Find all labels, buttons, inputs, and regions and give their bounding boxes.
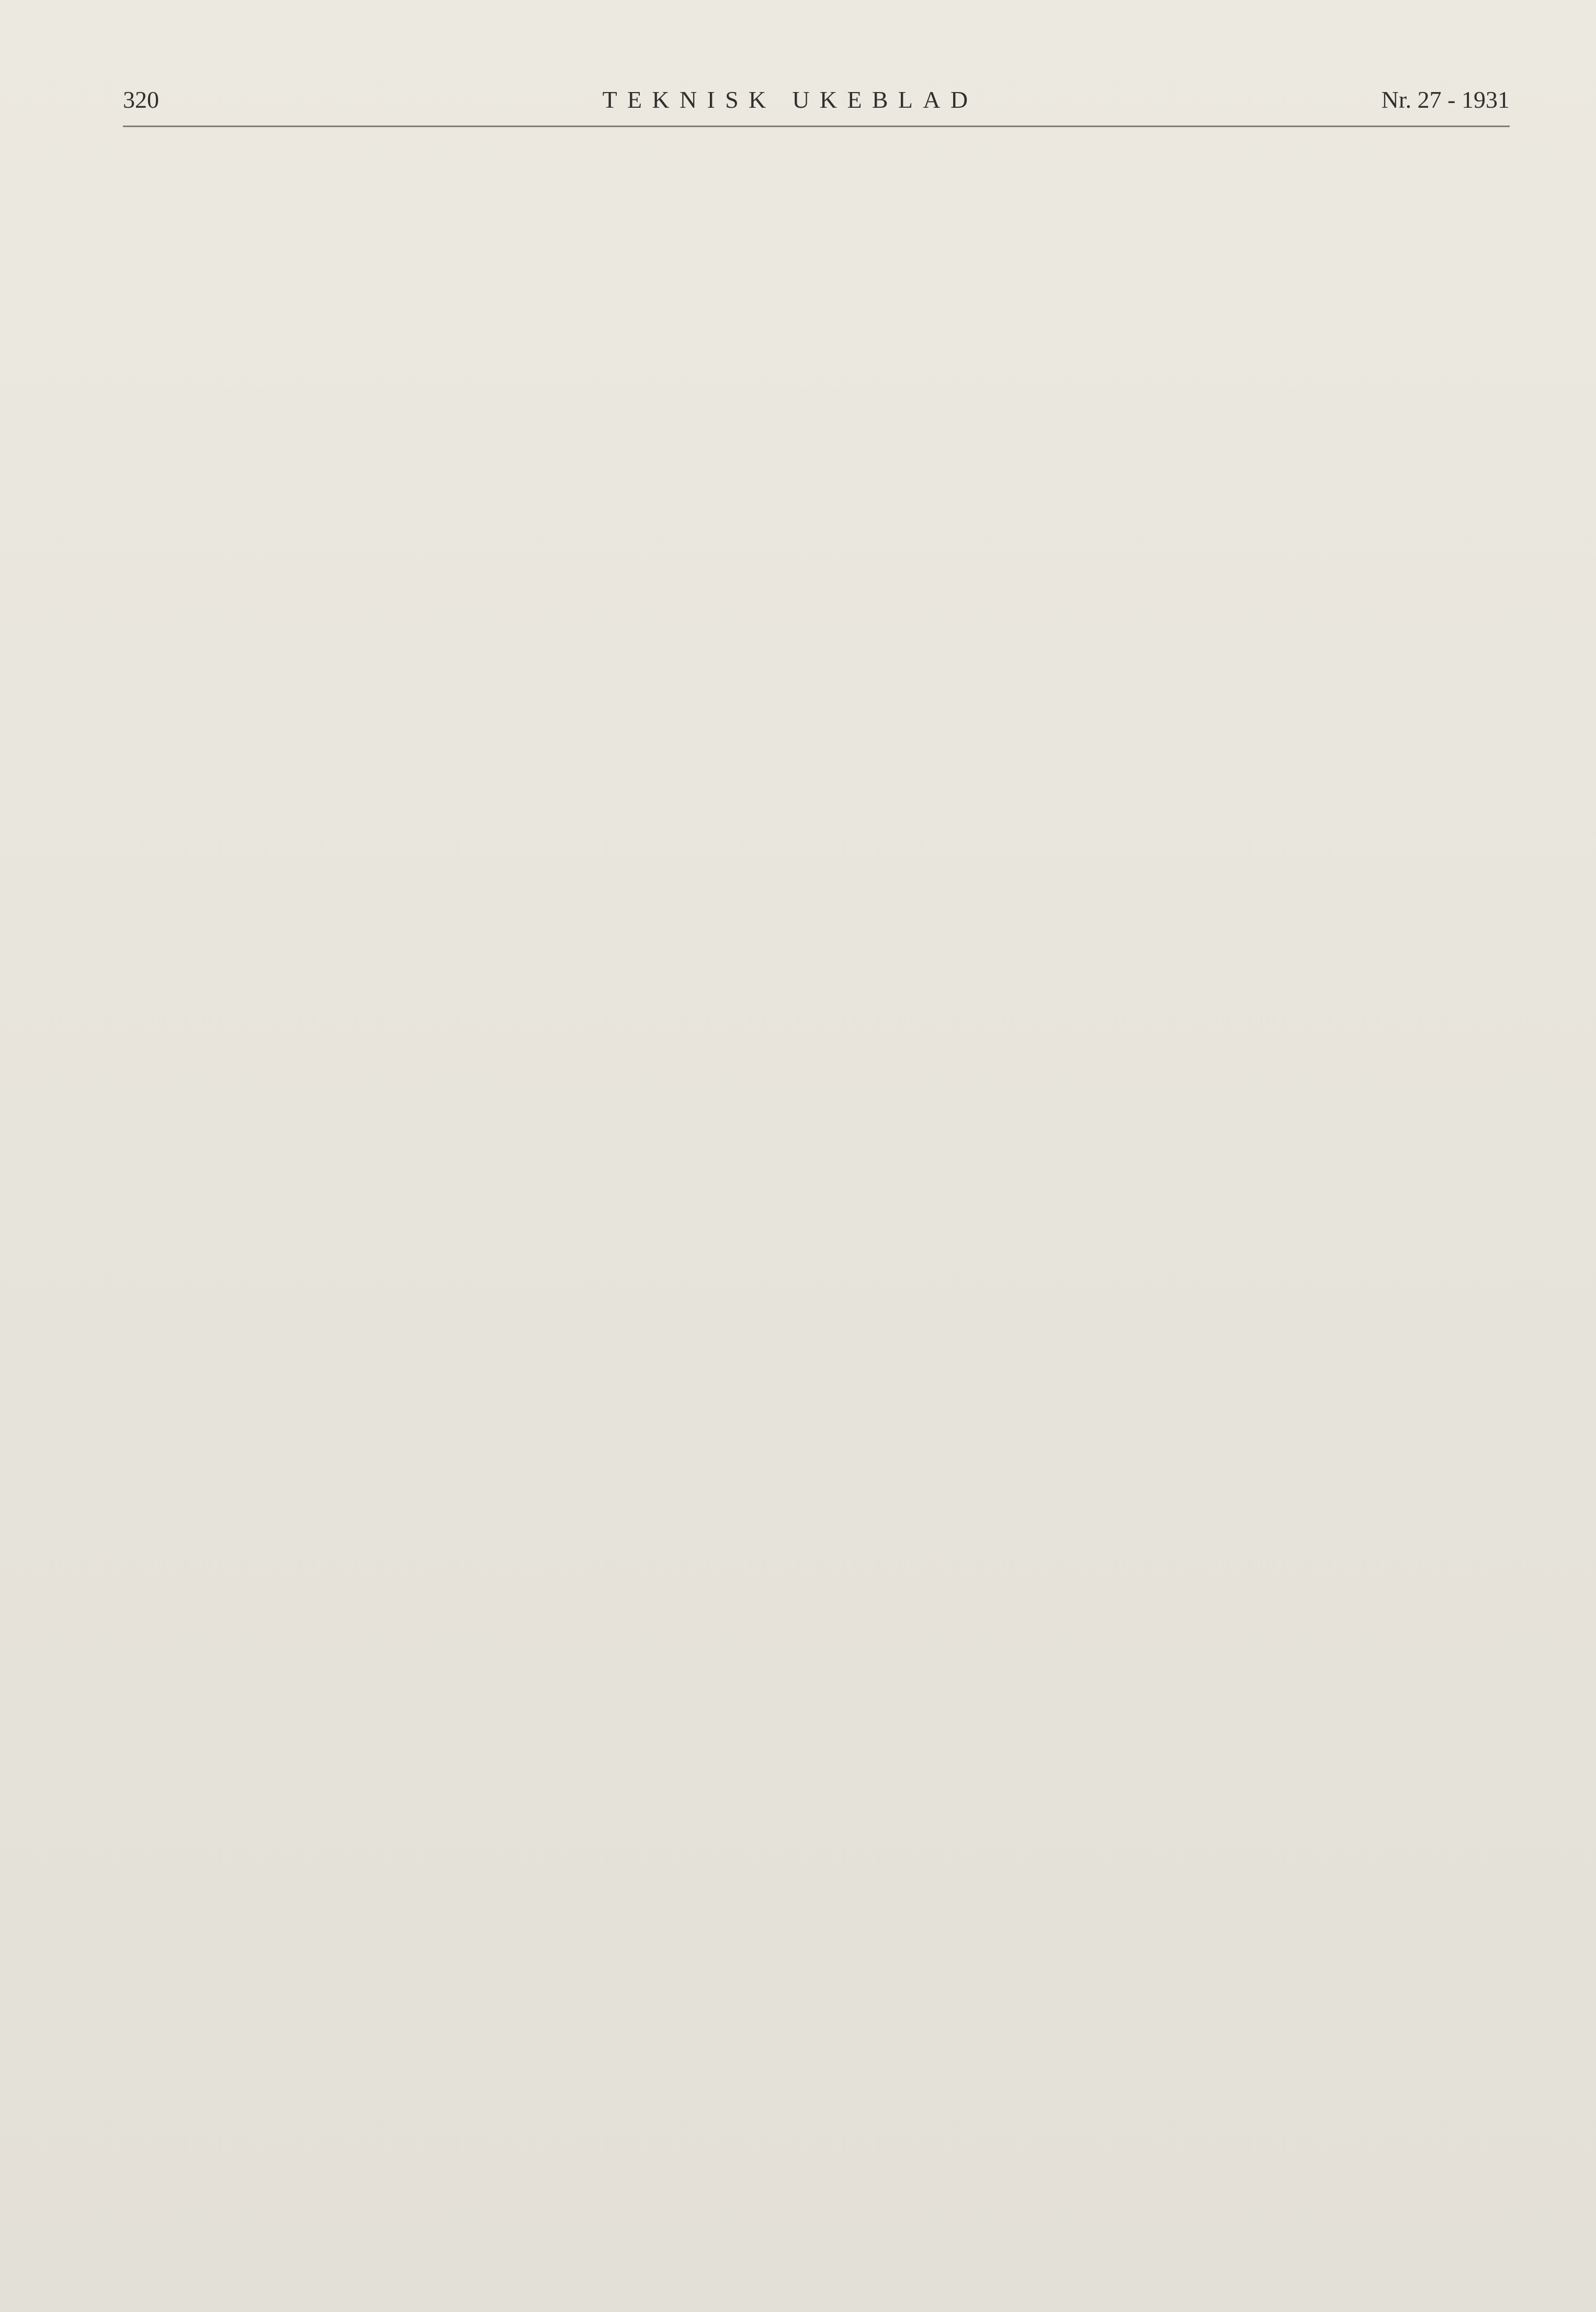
right-text-column bbox=[845, 141, 1510, 2239]
issue-info: Nr. 27 - 1931 bbox=[1381, 86, 1510, 113]
running-header bbox=[123, 78, 1510, 120]
header-rule bbox=[123, 126, 1510, 127]
left-text-column bbox=[123, 141, 788, 2239]
journal-title: TEKNISK UKEBLAD bbox=[602, 86, 978, 113]
page-number: 320 bbox=[123, 86, 159, 113]
article-body bbox=[123, 141, 1510, 2239]
